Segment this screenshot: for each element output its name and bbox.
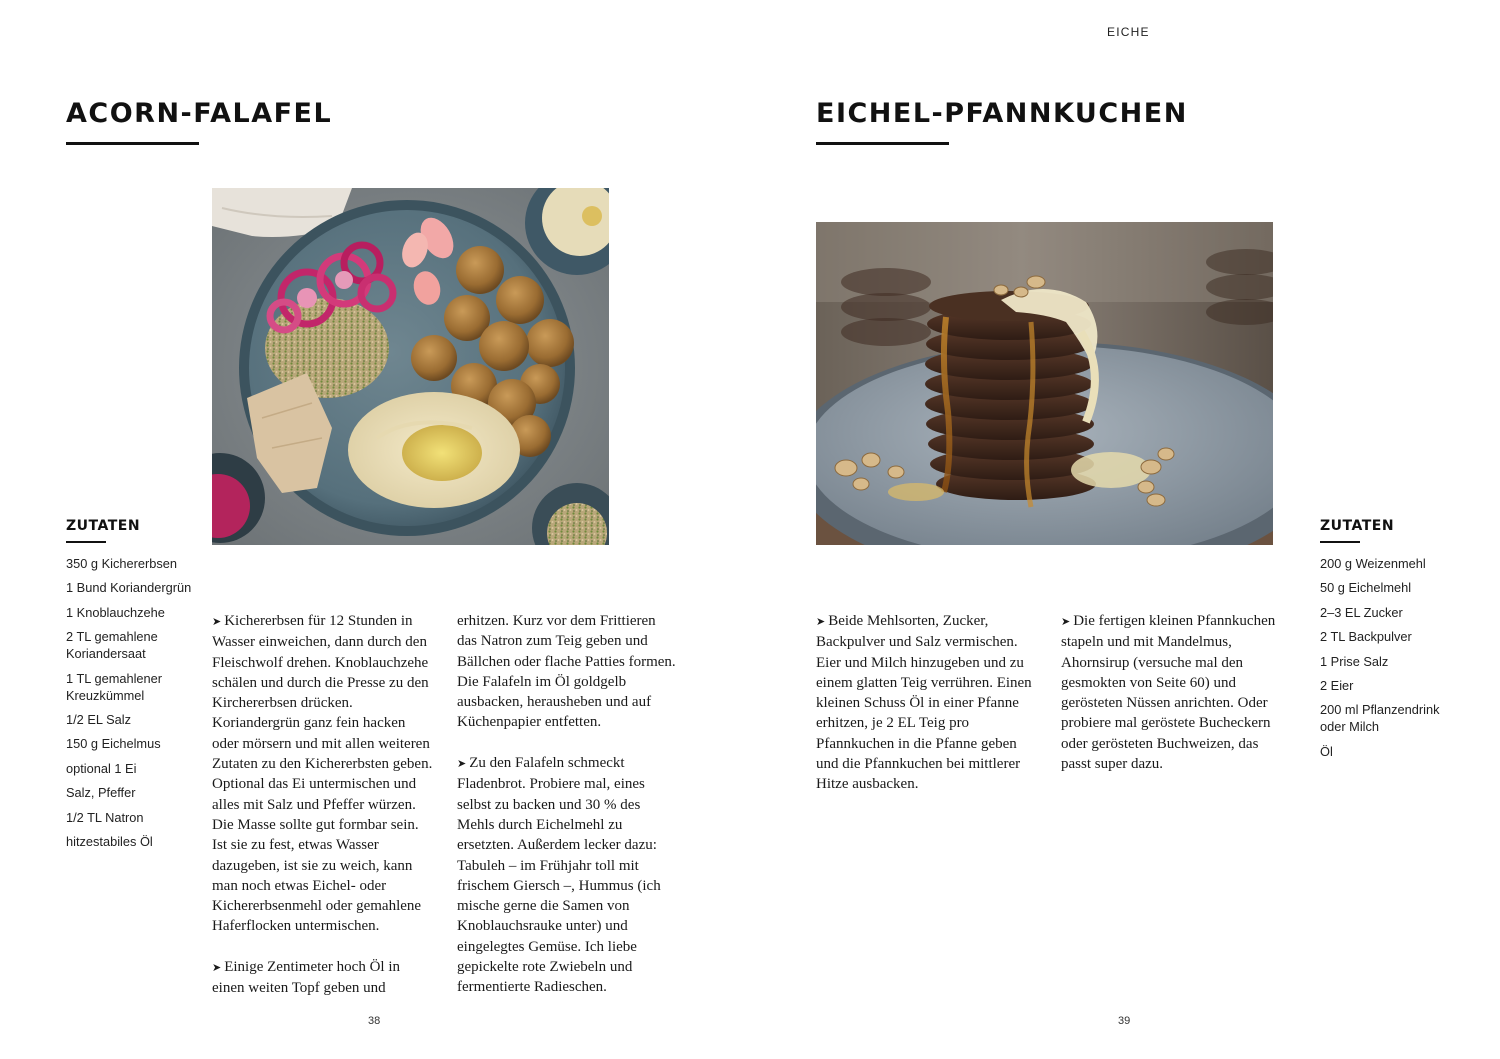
arrow-bullet-icon: ➤ [816,615,826,628]
ingredients-heading-right: ZUTATEN [1320,518,1395,534]
falafel-bowl-photo [212,188,609,545]
ingredient-item: 1 TL gemahlener Kreuzkümmel [66,670,163,703]
ingredient-item: 150 g Eichelmus [66,736,161,752]
falafel-bowl-illustration [212,188,609,545]
title-rule-left [66,142,199,145]
ingredient-item: 200 g Weizenmehl [1320,556,1426,571]
method-paragraph: ➤ Zu den Falafeln schmeckt Fladenbrot. Probiere mal, eines selbst zu backen und 30 % des Mehls durch Eichelmehl zu ersetzten. Außerdem lecker dazu: Tabuleh – im Frühjahr toll mit frischem Giersch –, Hummus (ich mische gerne die Samen von Knoblauchsrauke unter) und eingelegtes Gemüse. Ich liebe gepickelte rote Zwiebeln und fermentierte Radieschen. [457,755,661,996]
ingredient-item: hitzestabiles Öl [66,833,153,849]
ingredients-rule-right [1320,541,1360,543]
ingredients-rule-left [66,541,106,543]
ingredients-list-left [66,555,198,857]
ingredient-item: optional 1 Ei [66,760,137,776]
arrow-bullet-icon: ➤ [212,961,222,975]
pancake-stack-photo [816,222,1273,545]
ingredient-item: 50 g Eichelmehl [1320,580,1412,596]
method-paragraph-continued: erhitzen. Kurz vor dem Frittieren das Natron zum Teig geben und Bällchen oder flache Patties formen. Die Falafeln im Öl goldgelb ausbacken, herausheben und auf Küchenpapier entfetten. [457,613,676,731]
ingredient-item: Öl [1320,743,1333,759]
method-paragraph: ➤ Beide Mehlsorten, Zucker, Backpulver und Salz vermischen. Eier und Milch hinzugeben und zu einem glatten Teig verrühren. Einen kleinen Schuss Öl in einer Pfanne erhitzen, je 2 EL Teig pro Pfannkuchen in die Pfanne geben und die Pfannkuchen bei mittlerer Hitze ausbacken. [816,613,1032,793]
running-head: EICHE [1107,25,1150,39]
page-number-left: 38 [368,1015,381,1027]
pancake-stack-illustration [816,222,1273,545]
ingredient-item: 1 Bund Koriandergrün [66,580,192,596]
method-paragraph: ➤ Die fertigen kleinen Pfannkuchen stapeln und mit Mandelmus, Ahornsirup (versuche mal den gesmokten von Seite 60) und gerösteten Nüssen anrichten. Oder probiere mal geröstete Bucheckern oder gerösteten Buchweizen, das passt super dazu. [1061,613,1276,773]
recipe-title-right: EICHEL-PFANNKUCHEN [816,98,1188,129]
method-paragraph: ➤ Kichererbsen für 12 Stunden in Wasser einweichen, dann durch den Fleischwolf drehen. Knoblauchzehe schälen und durch die Presse zu den Kirchererbsen drücken. Koriandergrün ganz fein hacken oder mörsern und mit allen weiteren Zutaten zu den Kichererbsten geben. Optional das Ei untermischen und alles mit Salz und Pfeffer würzen. Die Masse sollte gut formbar sein. Ist sie zu fest, etwas Wasser dazugeben, ist sie zu weich, kann man noch etwas Eichel- oder Kichererbsenmehl oder gemahlene Haferflocken untermischen. [212,613,433,935]
ingredient-item: 1 Prise Salz [1320,653,1389,669]
method-column-1-left [212,611,434,1019]
ingredients-list-right [1320,555,1470,767]
ingredients-heading-left: ZUTATEN [66,518,141,534]
method-paragraph: ➤ Einige Zentimeter hoch Öl in einen weiten Topf geben und [212,959,400,997]
method-column-2-right [1061,611,1283,795]
ingredient-item: 350 g Kichererbsen [66,556,177,571]
ingredient-item: Salz, Pfeffer [66,785,136,801]
page-number-right: 39 [1118,1015,1131,1027]
method-column-1-right [816,611,1038,815]
method-column-2-left [457,611,679,1018]
arrow-bullet-icon: ➤ [1061,615,1071,628]
recipe-title-left: ACORN-FALAFEL [66,98,333,129]
arrow-bullet-icon: ➤ [212,615,222,628]
title-rule-right [816,142,949,145]
ingredient-item: 2 TL gemahlene Koriandersaat [66,629,158,662]
ingredient-item: 2–3 EL Zucker [1320,604,1403,620]
ingredient-item: 1/2 TL Natron [66,809,144,825]
ingredient-item: 1/2 EL Salz [66,711,131,727]
ingredient-item: 2 TL Backpulver [1320,629,1412,645]
ingredient-item: 1 Knoblauchzehe [66,604,165,620]
ingredient-item: 200 ml Pflanzendrink oder Milch [1320,702,1440,735]
ingredient-item: 2 Eier [1320,677,1354,693]
arrow-bullet-icon: ➤ [457,757,467,771]
